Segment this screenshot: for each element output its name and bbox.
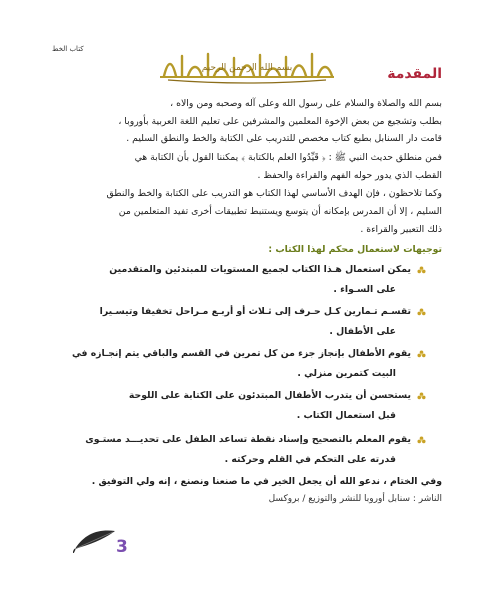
intro-line: فمن منطلق حديث النبي ﷺ : ﴿ قَيِّدُوا العلم بالكتابة ﴾ يمكننا القول بأن الكتابة هي [134, 152, 442, 163]
flower-bullet-icon [417, 308, 426, 317]
intro-line: قامت دار السنابل بطبع كتاب مخصص للتدريب على الكتابة والخط والنطق السليم . [126, 133, 442, 144]
publisher-line: الناشر : سنابل أوروبا للنشر والتوزيع / بروكسل [268, 494, 442, 504]
guideline-item-continued: البيت كتمرين منزلي . [297, 368, 396, 379]
guideline-item-continued: قدرته على التحكم في القلم وحركته . [224, 454, 396, 465]
closing-text: وفي الختام ، ندعو الله أن يجعل الخير في ما صنعنا ونصنع ، إنه ولي التوفيق . [91, 476, 442, 487]
guideline-item: يستحسن أن يتدرب الأطفال المبتدئون على الكتابة على اللوحة [128, 390, 411, 401]
guideline-item: تقسـم تـمارين كـل حـرف إلى ثـلاث أو أربـع مـراحل تخفيفا وتيسـيرا [99, 306, 411, 317]
flower-bullet-icon [417, 266, 426, 275]
intro-line: القطب الذي يدور حوله الفهم والقراءة والحفظ . [257, 170, 442, 181]
guideline-item: يقوم الأطفال بإنجاز جزء من كل تمرين في القسم والباقي يتم إنجـازه في [71, 348, 411, 359]
page-title: المقدمة [387, 66, 442, 82]
basmala-calligraphy [158, 50, 336, 84]
guideline-item-continued: على الأطفال . [329, 326, 396, 337]
guideline-item: يقوم المعلم بالتصحيح وإسناد نقطة تساعد الطفل على تحديـــد مستـوى [85, 434, 411, 445]
intro-line: وكما تلاحظون ، فإن الهدف الأساسي لهذا الكتاب هو التدريب على الكتابة والخط والنطق [106, 188, 442, 199]
intro-line: بطلب وتشجيع من بعض الإخوة المعلمين والمشرفين على تعليم اللغة العربية بأوروبا ، [118, 116, 442, 127]
header-label: كتاب الخط [52, 45, 84, 53]
flower-bullet-icon [417, 436, 426, 445]
flower-bullet-icon [417, 392, 426, 401]
basmala-text: بسم الله الرحمن الرحيم [201, 63, 293, 73]
page-number: 3 [116, 537, 128, 557]
intro-line: السليم ، إلا أن المدرس بإمكانه أن يتوسع ويستنبط تطبيقات أخرى تفيد المتعلمين من [118, 206, 442, 217]
guideline-item: يمكن استعمال هـذا الكتاب لجميع المستويات للمبتدئين والمتقدمين [109, 264, 411, 275]
guideline-item-continued: قبل استعمال الكتاب . [296, 410, 396, 421]
intro-line: بسم الله والصلاة والسلام على رسول الله وعلى آله وصحبه ومن والاه ، [170, 98, 442, 109]
guidelines-heading: توجيهات لاستعمال محكم لهذا الكتاب : [268, 244, 442, 255]
quill-pen-icon [73, 527, 119, 553]
flower-bullet-icon [417, 350, 426, 359]
intro-line: ذلك التعبير والقراءة . [360, 224, 442, 235]
guideline-item-continued: على السـواء . [333, 284, 396, 295]
